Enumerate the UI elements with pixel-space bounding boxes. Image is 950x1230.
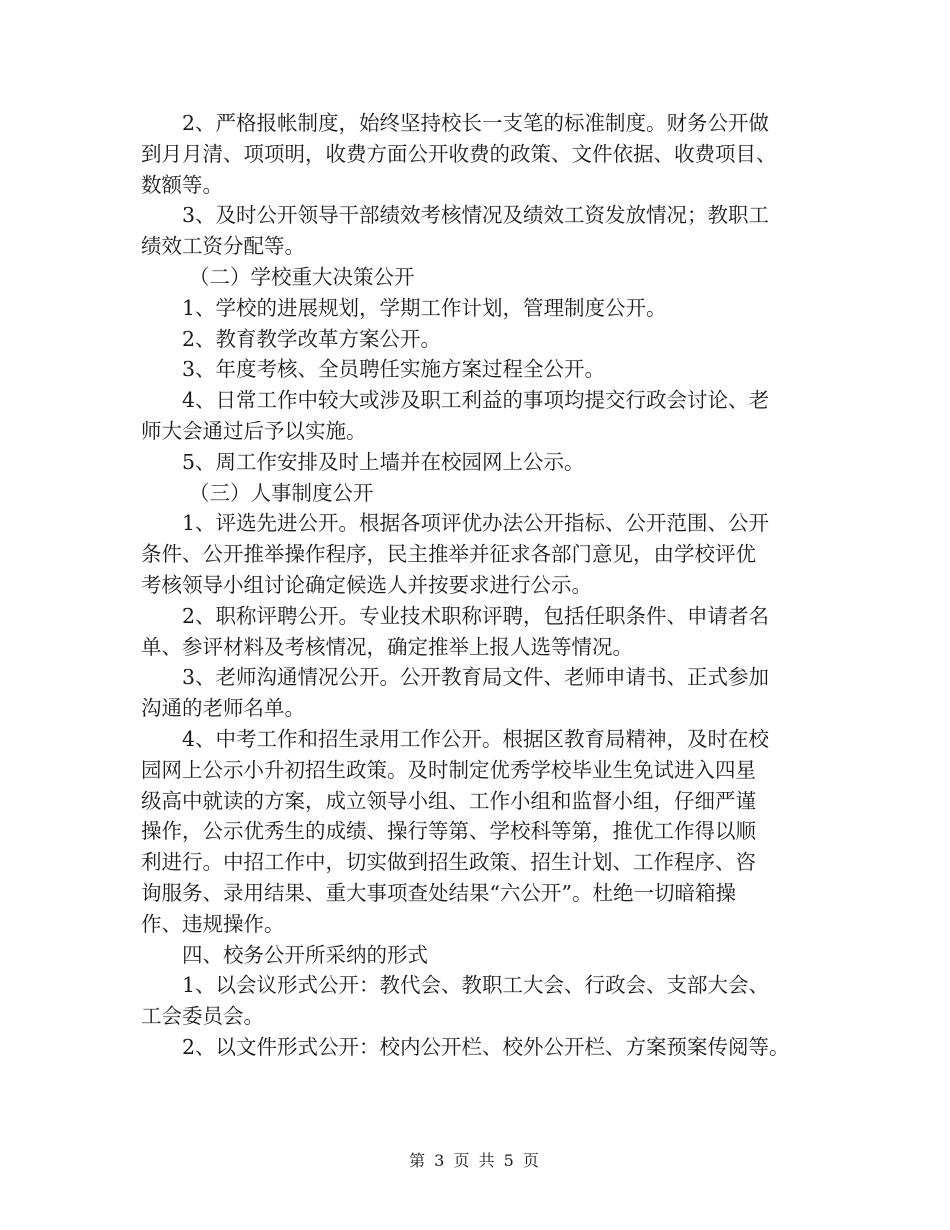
text-line: 园网上公示小升初招生政策。及时制定优秀学校毕业生免试进入四星 <box>141 757 756 782</box>
text-line: 询服务、录用结果、重大事项查处结果“六公开”。杜绝一切暗箱操 <box>141 880 736 905</box>
paragraph-enrollment <box>141 724 821 940</box>
text-line: 绩效工资分配等。 <box>141 234 305 259</box>
paragraph-performance <box>141 200 821 262</box>
paragraph-documents <box>141 1032 821 1063</box>
page-footer: 第 3 页 共 5 页 <box>409 1151 541 1170</box>
text-line: 2、教育教学改革方案公开。 <box>182 326 442 351</box>
text-line: 4、中考工作和招生录用工作公开。根据区教育局精神，及时在校 <box>182 726 770 751</box>
text-line: 1、评选先进公开。根据各项评优办法公开指标、公开范围、公开 <box>182 511 770 536</box>
text-line: 到月月清、项项明，收费方面公开收费的政策、文件依据、收费项目、 <box>141 141 777 166</box>
section-heading-forms <box>141 940 821 971</box>
section-heading-personnel <box>141 478 821 509</box>
text-line: 操作，公示优秀生的成绩、操行等第、学校科等第，推优工作得以顺 <box>141 819 756 844</box>
paragraph-daily-work <box>141 385 821 447</box>
text-line: 2、严格报帐制度，始终坚持校长一支笔的标准制度。财务公开做 <box>182 111 770 135</box>
text-line: 条件、公开推举操作程序，民主推举并征求各部门意见，由学校评优 <box>141 542 756 567</box>
text-line: 3、年度考核、全员聘任实施方案过程全公开。 <box>182 357 606 382</box>
paragraph-awards <box>141 508 821 600</box>
text-line: 级高中就读的方案，成立领导小组、工作小组和监督小组，仔细严谨 <box>141 788 756 813</box>
paragraph-teacher-exchange <box>141 662 821 724</box>
paragraph-annual-review <box>141 354 821 385</box>
text-line: 师大会通过后予以实施。 <box>141 418 367 443</box>
text-line: 工会委员会。 <box>141 1004 264 1029</box>
paragraph-reform <box>141 324 821 355</box>
paragraph-weekly-schedule <box>141 447 821 478</box>
text-line: 5、周工作安排及时上墙并在校园网上公示。 <box>182 449 585 474</box>
text-line: 单、参评材料及考核情况，确定推举上报人选等情况。 <box>141 634 633 659</box>
text-line: 利进行。中招工作中，切实做到招生政策、招生计划、工作程序、咨 <box>141 850 756 875</box>
text-line: 2、以文件形式公开：校内公开栏、校外公开栏、方案预案传阅等。 <box>182 1034 790 1059</box>
document-body <box>141 108 821 1063</box>
paragraph-titles <box>141 601 821 663</box>
text-line: （三）人事制度公开 <box>189 480 374 505</box>
text-line: （二）学校重大决策公开 <box>189 264 415 289</box>
text-line: 2、职称评聘公开。专业技术职称评聘，包括任职条件、申请者名 <box>182 603 770 628</box>
text-line: 考核领导小组讨论确定候选人并按要求进行公示。 <box>141 572 592 597</box>
text-line: 四、校务公开所采纳的形式 <box>182 942 428 967</box>
text-line: 1、以会议形式公开：教代会、教职工大会、行政会、支部大会、 <box>182 973 770 998</box>
text-line: 3、老师沟通情况公开。公开教育局文件、老师申请书、正式参加 <box>182 665 770 690</box>
text-line: 4、日常工作中较大或涉及职工利益的事项均提交行政会讨论、老 <box>182 388 770 413</box>
text-line: 沟通的老师名单。 <box>141 696 305 721</box>
text-line: 3、及时公开领导干部绩效考核情况及绩效工资发放情况；教职工 <box>182 203 770 228</box>
paragraph-meetings <box>141 970 821 1032</box>
text-line: 数额等。 <box>141 172 223 197</box>
section-heading-decisions <box>141 262 821 293</box>
text-line: 作、违规操作。 <box>141 911 285 936</box>
paragraph-planning <box>141 293 821 324</box>
paragraph-reimbursement <box>141 108 821 200</box>
text-line: 1、学校的进展规划，学期工作计划，管理制度公开。 <box>182 295 667 320</box>
